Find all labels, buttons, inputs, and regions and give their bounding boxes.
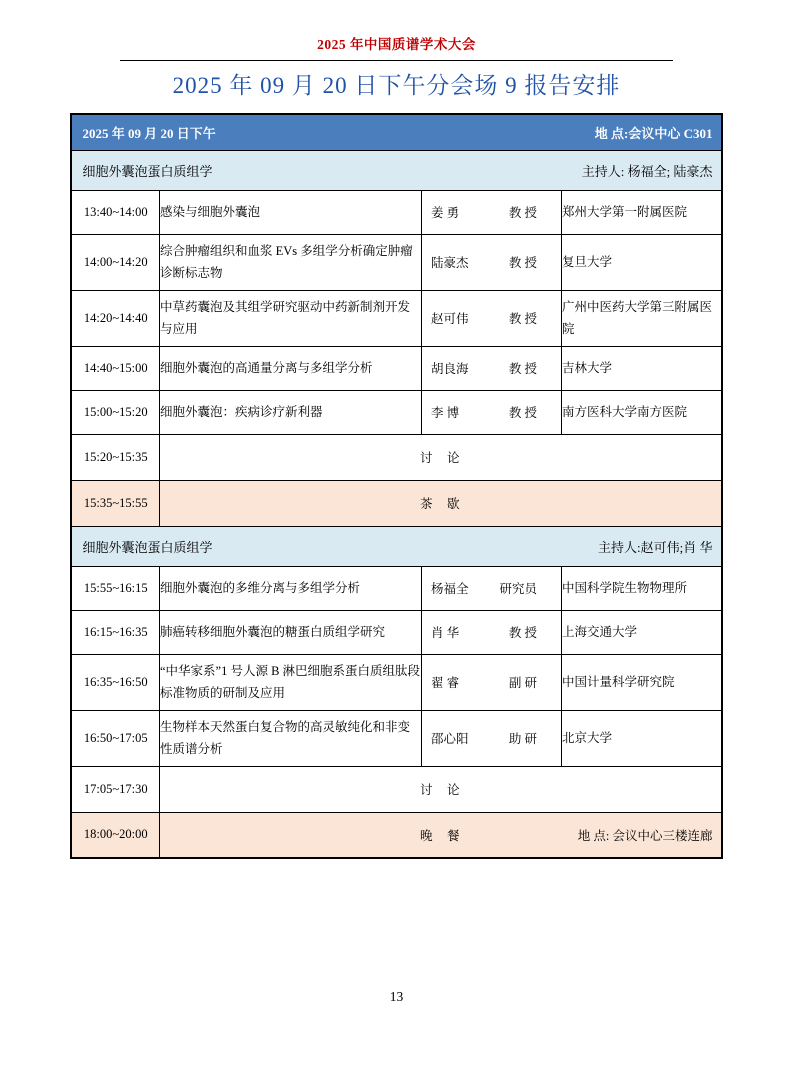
- talk-time: 15:00~15:20: [71, 390, 159, 434]
- talk-title: 综合肿瘤组织和血浆 EVs 多组学分析确定肿瘤诊断标志物: [159, 234, 421, 290]
- speaker-name: 邵心阳: [430, 732, 469, 746]
- event-time: 15:20~15:35: [71, 434, 159, 480]
- table-row: [71, 610, 721, 654]
- speaker-rank: 教 授: [508, 362, 537, 376]
- speaker-rank: 助 研: [508, 732, 537, 746]
- speaker-affiliation: 复旦大学: [561, 234, 721, 290]
- discussion-row: [71, 766, 721, 812]
- table-row: [71, 390, 721, 434]
- section-row: [71, 526, 721, 566]
- talk-time: 16:15~16:35: [71, 610, 159, 654]
- speaker-rank: 教 授: [508, 206, 537, 220]
- table-row: [71, 190, 721, 234]
- talk-time: 15:55~16:15: [71, 566, 159, 610]
- event-label: 讨 论: [159, 766, 721, 812]
- talk-title: 细胞外囊泡的多维分离与多组学分析: [159, 566, 421, 610]
- speaker-affiliation: 中国科学院生物物理所: [561, 566, 721, 610]
- speaker-name: 杨福全: [430, 582, 469, 596]
- talk-title: 中草药囊泡及其组学研究驱动中药新制剂开发与应用: [159, 290, 421, 346]
- speaker-name: 李 博: [430, 406, 460, 420]
- section-moderators: 主持人: 杨福全; 陆豪杰: [581, 163, 713, 179]
- section-title: 细胞外囊泡蛋白质组学: [82, 163, 213, 179]
- talk-time: 14:20~14:40: [71, 290, 159, 346]
- speaker-affiliation: 郑州大学第一附属医院: [561, 190, 721, 234]
- conference-name: 2025 年中国质谱学术大会: [317, 37, 476, 52]
- speaker-rank: 教 授: [508, 406, 537, 420]
- speaker-affiliation: 南方医科大学南方医院: [561, 390, 721, 434]
- speaker-name: 赵可伟: [430, 312, 469, 326]
- page-title: 2025 年 09 月 20 日下午分会场 9 报告安排: [172, 73, 621, 98]
- speaker-name: 姜 勇: [430, 206, 460, 220]
- speaker-affiliation: 吉林大学: [561, 346, 721, 390]
- speaker-rank: 教 授: [508, 256, 537, 270]
- tea-break-row: [71, 480, 721, 526]
- talk-time: 14:00~14:20: [71, 234, 159, 290]
- speaker-rank: 教 授: [508, 312, 537, 326]
- talk-title: 肺癌转移细胞外囊泡的糖蛋白质组学研究: [159, 610, 421, 654]
- table-row: [71, 234, 721, 290]
- talk-time: 16:35~16:50: [71, 654, 159, 710]
- event-time: 18:00~20:00: [71, 812, 159, 858]
- speaker-affiliation: 中国计量科学研究院: [561, 654, 721, 710]
- talk-title: “中华家系”1 号人源 B 淋巴细胞系蛋白质组肽段标准物质的研制及应用: [159, 654, 421, 710]
- speaker-affiliation: 北京大学: [561, 710, 721, 766]
- speaker-name: 陆豪杰: [430, 256, 469, 270]
- talk-title: 生物样本天然蛋白复合物的高灵敏纯化和非变性质谱分析: [159, 710, 421, 766]
- speaker-rank: 研究员: [499, 582, 537, 596]
- speaker-rank: 教 授: [508, 626, 537, 640]
- session-header-row: [71, 114, 721, 150]
- event-label: 茶 歇: [159, 480, 721, 526]
- speaker-name: 胡良海: [430, 362, 469, 376]
- talk-time: 13:40~14:00: [71, 190, 159, 234]
- table-row: [71, 290, 721, 346]
- event-label: 晚 餐: [419, 828, 461, 843]
- discussion-row: [71, 434, 721, 480]
- session-date: 2025 年 09 月 20 日下午: [82, 125, 216, 141]
- table-row: [71, 710, 721, 766]
- talk-time: 16:50~17:05: [71, 710, 159, 766]
- speaker-name: 肖 华: [430, 626, 460, 640]
- header-rule: [120, 60, 673, 61]
- session-location: 地 点:会议中心 C301: [594, 125, 713, 141]
- speaker-name: 翟 睿: [430, 676, 460, 690]
- page-number: 13: [389, 989, 404, 1004]
- dinner-row: [71, 812, 721, 858]
- section-row: [71, 150, 721, 190]
- talk-title: 细胞外囊泡的高通量分离与多组学分析: [159, 346, 421, 390]
- event-time: 15:35~15:55: [71, 480, 159, 526]
- section-moderators: 主持人:赵可伟;肖 华: [598, 539, 713, 555]
- dinner-location: 地 点: 会议中心三楼连廊: [577, 828, 713, 843]
- talk-time: 14:40~15:00: [71, 346, 159, 390]
- speaker-affiliation: 上海交通大学: [561, 610, 721, 654]
- event-time: 17:05~17:30: [71, 766, 159, 812]
- speaker-affiliation: 广州中医药大学第三附属医院: [561, 290, 721, 346]
- schedule-table: [70, 113, 722, 859]
- table-row: [71, 566, 721, 610]
- table-row: [71, 654, 721, 710]
- talk-title: 感染与细胞外囊泡: [159, 190, 421, 234]
- section-title: 细胞外囊泡蛋白质组学: [82, 539, 213, 555]
- talk-title: 细胞外囊泡：疾病诊疗新利器: [159, 390, 421, 434]
- table-row: [71, 346, 721, 390]
- speaker-rank: 副 研: [508, 676, 537, 690]
- event-label: 讨 论: [159, 434, 721, 480]
